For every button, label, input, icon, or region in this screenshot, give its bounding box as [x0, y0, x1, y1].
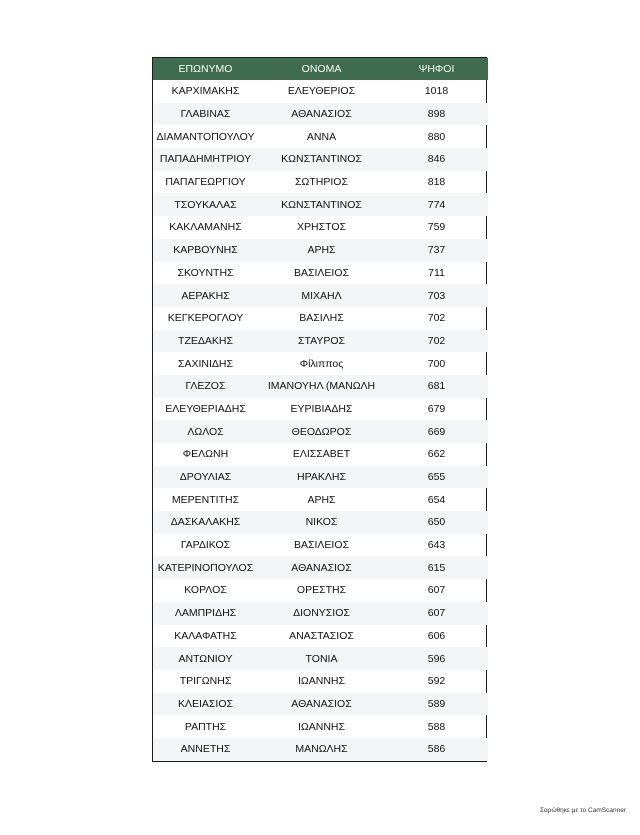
- table-row: [153, 602, 488, 625]
- votes-cell: 702: [385, 330, 488, 353]
- name-cell: ΑΡΗΣ: [258, 239, 385, 262]
- votes-cell: 737: [385, 239, 488, 262]
- votes-cell: 615: [385, 556, 488, 579]
- table-row: [153, 534, 488, 557]
- table-row: [153, 693, 488, 716]
- table-row: [153, 443, 488, 466]
- name-cell: ΕΥΡΙΒΙΑΔΗΣ: [290, 402, 353, 415]
- table-row: [153, 80, 488, 103]
- surname-cell: ΚΑΡΒΟΥΝΗΣ: [153, 239, 258, 262]
- votes-cell: 650: [385, 511, 488, 534]
- surname-cell: ΕΛΕΥΘΕΡΙΑΔΗΣ: [165, 402, 246, 415]
- name-cell: ΧΡΗΣΤΟΣ: [297, 221, 346, 234]
- votes-cell: 655: [385, 466, 488, 489]
- table-row: [153, 579, 488, 602]
- table-row: [153, 398, 488, 421]
- name-cell: ΣΤΑΥΡΟΣ: [258, 330, 385, 353]
- votes-cell: 702: [427, 312, 446, 325]
- votes-cell: 774: [385, 193, 488, 216]
- table-row: [153, 352, 488, 375]
- surname-cell: ΔΡΟΥΛΙΑΣ: [153, 466, 258, 489]
- table-row: [153, 625, 488, 648]
- name-cell: Φίλιππος: [299, 357, 344, 370]
- table-row: [153, 148, 488, 171]
- column-header-votes: ΨΗΦΟΙ: [385, 58, 488, 80]
- surname-cell: ΤΖΕΔΑΚΗΣ: [153, 330, 258, 353]
- name-cell: ΙΩΑΝΝΗΣ: [297, 675, 345, 688]
- name-cell: ΤΟΝΙΑ: [258, 647, 385, 670]
- name-cell: ΕΛΕΥΘΕΡΙΟΣ: [287, 85, 356, 98]
- table-row: [153, 171, 488, 194]
- name-cell: ΑΘΑΝΑΣΙΟΣ: [258, 693, 385, 716]
- name-cell: ΚΩΝΣΤΑΝΤΙΝΟΣ: [258, 193, 385, 216]
- name-cell: ΘΕΟΔΩΡΟΣ: [258, 420, 385, 443]
- surname-cell: ΛΑΜΠΡΙΔΗΣ: [153, 602, 258, 625]
- name-cell: ΑΘΑΝΑΣΙΟΣ: [258, 556, 385, 579]
- surname-cell: ΚΑΡΧΙΜΑΚΗΣ: [171, 85, 240, 98]
- surname-cell: ΡΑΠΤΗΣ: [184, 720, 227, 733]
- votes-cell: 1018: [424, 85, 449, 98]
- votes-cell: 711: [428, 266, 445, 279]
- results-table-container: [152, 57, 487, 762]
- table-body: [153, 80, 488, 761]
- table-row: [153, 193, 488, 216]
- table-row: [153, 556, 488, 579]
- table-row: [153, 284, 488, 307]
- votes-cell: 669: [385, 420, 488, 443]
- surname-cell: ΤΣΟΥΚΑΛΑΣ: [153, 193, 258, 216]
- table-row: [153, 103, 488, 126]
- votes-cell: 679: [427, 402, 446, 415]
- name-cell: ΑΝΝΑ: [306, 130, 337, 143]
- name-cell: ΑΘΑΝΑΣΙΟΣ: [258, 103, 385, 126]
- surname-cell: ΠΑΠΑΓΕΩΡΓΙΟΥ: [165, 176, 246, 189]
- surname-cell: ΚΑΤΕΡΙΝΟΠΟΥΛΟΣ: [153, 556, 258, 579]
- surname-cell: ΚΕΓΚΕΡΟΓΛΟΥ: [167, 312, 244, 325]
- table-row: [153, 330, 488, 353]
- table-row: [153, 511, 488, 534]
- surname-cell: ΚΑΚΛΑΜΑΝΗΣ: [169, 221, 242, 234]
- votes-cell: 588: [427, 720, 446, 733]
- votes-cell: 898: [385, 103, 488, 126]
- surname-cell: ΑΝΝΕΤΗΣ: [153, 738, 258, 761]
- name-cell: ΔΙΟΝΥΣΙΟΣ: [258, 602, 385, 625]
- votes-cell: 592: [427, 675, 446, 688]
- header-row: [153, 58, 488, 80]
- surname-cell: ΣΚΟΥΝΤΗΣ: [177, 266, 234, 279]
- votes-cell: 607: [427, 584, 446, 597]
- surname-cell: ΣΑΧΙΝΙΔΗΣ: [177, 357, 233, 370]
- surname-cell: ΓΑΡΔΙΚΟΣ: [180, 539, 231, 552]
- surname-cell: ΑΕΡΑΚΗΣ: [153, 284, 258, 307]
- name-cell: ΙΜΑΝΟΥΗΛ (ΜΑΝΩΛΗ: [258, 375, 385, 398]
- votes-cell: 607: [385, 602, 488, 625]
- name-cell: ΑΡΗΣ: [307, 493, 336, 506]
- table-row: [153, 125, 488, 148]
- table-header: [153, 58, 488, 80]
- votes-cell: 654: [427, 493, 446, 506]
- surname-cell: ΜΕΡΕΝΤΙΤΗΣ: [171, 493, 240, 506]
- name-cell: ΜΑΝΩΛΗΣ: [258, 738, 385, 761]
- votes-cell: 818: [427, 176, 446, 189]
- table-row: [153, 307, 488, 330]
- name-cell: ΟΡΕΣΤΗΣ: [296, 584, 347, 597]
- name-cell: ΗΡΑΚΛΗΣ: [258, 466, 385, 489]
- votes-cell: 643: [427, 539, 446, 552]
- table-row: [153, 466, 488, 489]
- table-row: [153, 262, 488, 285]
- table-row: [153, 738, 488, 761]
- name-cell: ΣΩΤΗΡΙΟΣ: [295, 176, 348, 189]
- surname-cell: ΓΛΑΒΙΝΑΣ: [153, 103, 258, 126]
- votes-cell: 759: [427, 221, 446, 234]
- name-cell: ΜΙΧΑΗΛ: [258, 284, 385, 307]
- surname-cell: ΤΡΙΓΩΝΗΣ: [179, 675, 232, 688]
- column-header-name: ΟΝΟΜΑ: [258, 58, 385, 80]
- surname-cell: ΚΑΛΑΦΑΤΗΣ: [174, 629, 237, 642]
- table-row: [153, 715, 488, 738]
- name-cell: ΙΩΑΝΝΗΣ: [297, 720, 345, 733]
- votes-cell: 700: [427, 357, 446, 370]
- table-row: [153, 647, 488, 670]
- surname-cell: ΚΛΕΙΑΣΙΟΣ: [153, 693, 258, 716]
- votes-cell: 846: [385, 148, 488, 171]
- surname-cell: ΚΟΡΛΟΣ: [184, 584, 227, 597]
- name-cell: ΑΝΑΣΤΑΣΙΟΣ: [289, 629, 354, 642]
- votes-cell: 662: [427, 448, 446, 461]
- name-cell: ΒΑΣΙΛΕΙΟΣ: [293, 539, 349, 552]
- surname-cell: ΠΑΠΑΔΗΜΗΤΡΙΟΥ: [153, 148, 258, 171]
- name-cell: ΝΙΚΟΣ: [258, 511, 385, 534]
- surname-cell: ΦΕΛΩΝΗ: [182, 448, 229, 461]
- votes-cell: 606: [427, 629, 446, 642]
- votes-cell: 586: [385, 738, 488, 761]
- table-row: [153, 216, 488, 239]
- votes-cell: 880: [427, 130, 446, 143]
- votes-cell: 589: [385, 693, 488, 716]
- name-cell: ΒΑΣΙΛΕΙΟΣ: [293, 266, 349, 279]
- name-cell: ΒΑΣΙΛΗΣ: [299, 312, 344, 325]
- name-cell: ΕΛΙΣΣΑΒΕΤ: [292, 448, 351, 461]
- votes-cell: 703: [385, 284, 488, 307]
- votes-cell: 596: [385, 647, 488, 670]
- table-row: [153, 375, 488, 398]
- name-cell: ΚΩΝΣΤΑΝΤΙΝΟΣ: [258, 148, 385, 171]
- table-row: [153, 670, 488, 693]
- scanner-watermark: Σαρώθηκε με το CamScanner: [539, 807, 626, 814]
- table-row: [153, 488, 488, 511]
- column-header-surname: ΕΠΩΝΥΜΟ: [153, 58, 258, 80]
- surname-cell: ΔΙΑΜΑΝΤΟΠΟΥΛΟΥ: [156, 130, 255, 143]
- surname-cell: ΛΩΛΟΣ: [153, 420, 258, 443]
- table-row: [153, 239, 488, 262]
- table-row: [153, 420, 488, 443]
- surname-cell: ΓΛΕΖΟΣ: [153, 375, 258, 398]
- votes-cell: 681: [385, 375, 488, 398]
- surname-cell: ΑΝΤΩΝΙΟΥ: [153, 647, 258, 670]
- votes-table: [153, 58, 488, 761]
- surname-cell: ΔΑΣΚΑΛΑΚΗΣ: [153, 511, 258, 534]
